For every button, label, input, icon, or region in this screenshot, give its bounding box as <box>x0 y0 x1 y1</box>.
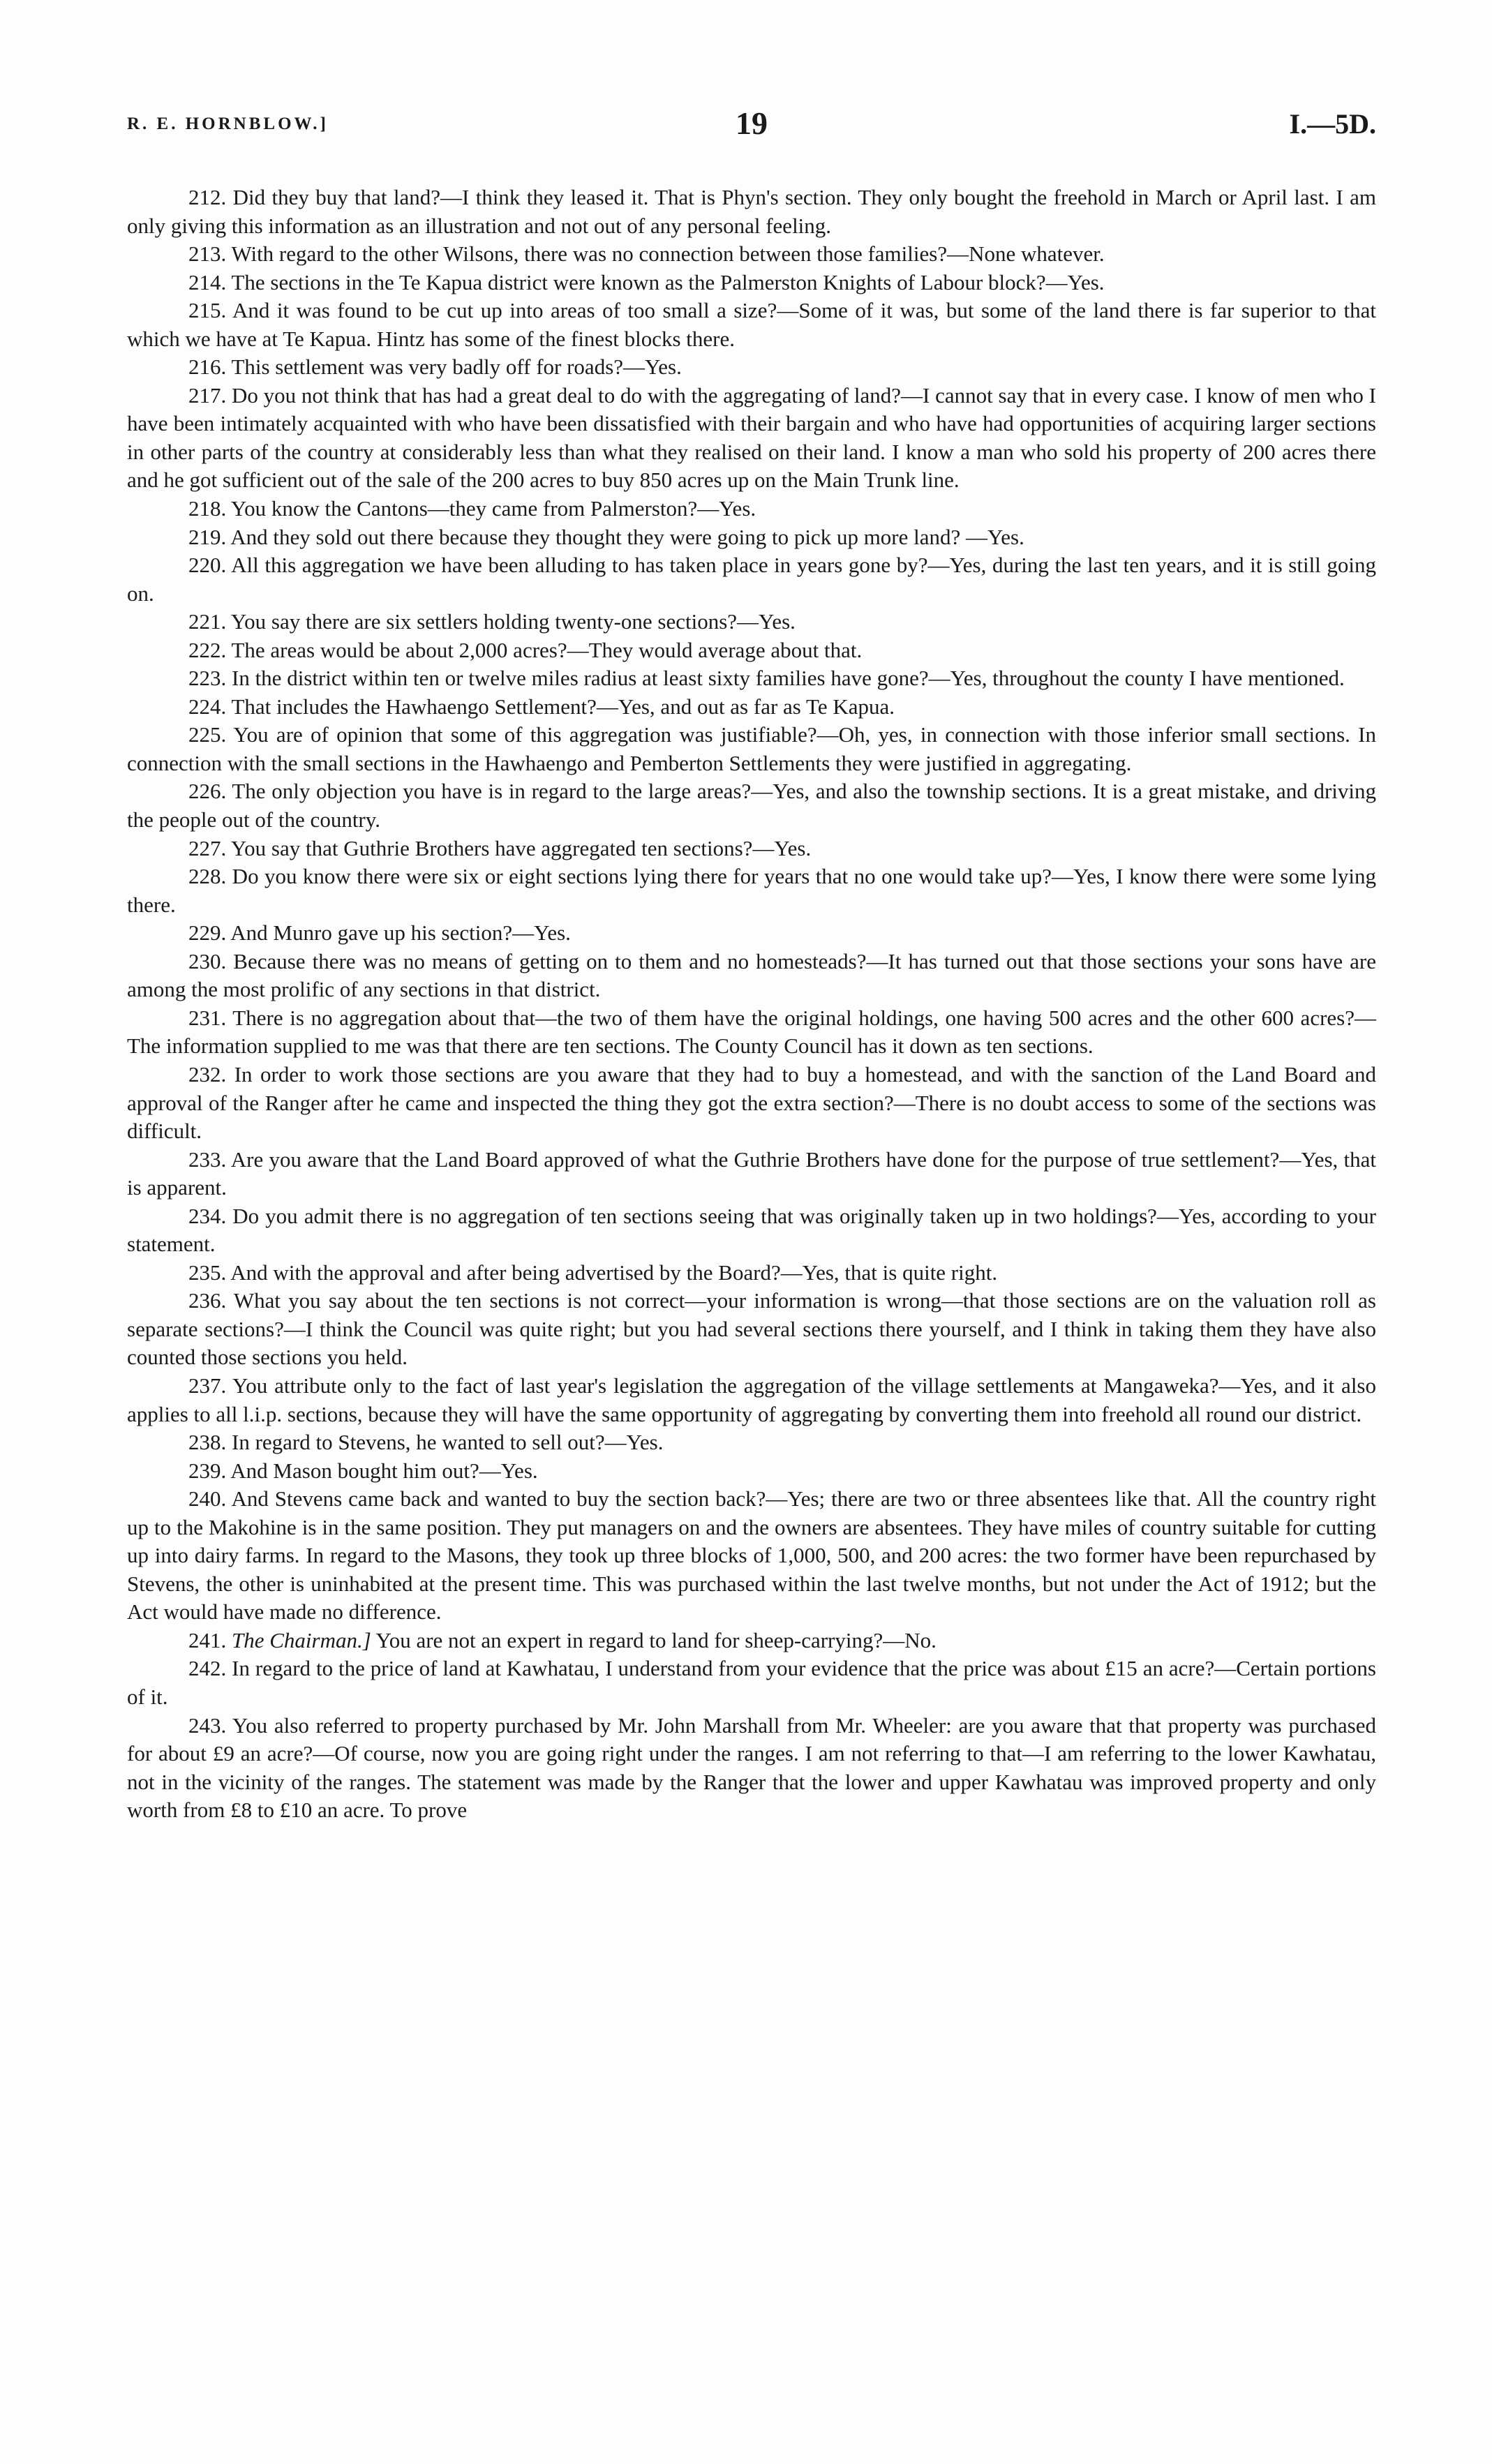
paper-reference: I.—5D. <box>1289 108 1376 140</box>
paragraph-237: 237. You attribute only to the fact of last year's legislation the aggregation of the village settlements at Mangaweka?—Yes, and it also applies to all l.i.p. sections, because they will have the same opportunity of aggregating by converting them into freehold all round our district. <box>127 1373 1376 1426</box>
paragraph-214: 214. The sections in the Te Kapua district were known as the Palmerston Knights of Labour block?—Yes. <box>188 269 1105 294</box>
paragraph-242: 242. In regard to the price of land at Kawhatau, I understand from your evidence that the price was about £15 an acre?—Certain portions of it. <box>127 1656 1376 1709</box>
paragraph-218: 218. You know the Cantons—they came from Palmerston?—Yes. <box>188 496 756 521</box>
speaker-label: The Chairman.] <box>232 1627 371 1652</box>
paragraph-243: 243. You also referred to property purchased by Mr. John Marshall from Mr. Wheeler: are you aware that that property was purchased for about £9 an acre?—Of course, now you are going right under the ranges. I am not referring to that—I am referring to the lower Kawhatau, not in the vicinity of the ranges. The statement was made by the Ranger that the lower and upper Kawhatau was improved property and only worth from £8 to £10 an acre. To prove <box>127 1712 1376 1823</box>
paragraph-223: 223. In the district within ten or twelve miles radius at least sixty families have gone?—Yes, throughout the county I have mentioned. <box>188 666 1345 691</box>
paragraph-220: 220. All this aggregation we have been alluding to has taken place in years gone by?—Yes, during the last ten years, and it is still going on. <box>127 553 1376 606</box>
paragraph-231: 231. There is no aggregation about that—the two of them have the original holdings, one having 500 acres and the other 600 acres?—The information supplied to me was that there are ten sections. The County Council has it down as ten sections. <box>127 1005 1376 1059</box>
paragraph-240: 240. And Stevens came back and wanted to buy the section back?—Yes; there are two or three absentees like that. All the country right up to the Makohine is in the same position. They put managers on and the owners are absentees. They have miles of country suitable for cutting up into dairy farms. In regard to the Masons, they took up three blocks of 1,000, 500, and 200 acres: the two former have been repurchased by Stevens, the other is uninhabited at the present time. This was purchased within the last twelve months, but not under the Act of 1912; but the Act would have made no difference. <box>127 1486 1376 1625</box>
paragraph-226: 226. The only objection you have is in regard to the large areas?—Yes, and also the township sections. It is a great mistake, and driving the people out of the country. <box>127 779 1376 832</box>
paragraph-235: 235. And with the approval and after being advertised by the Board?—Yes, that is quite right. <box>188 1260 998 1285</box>
paragraph-236: 236. What you say about the ten sections is not correct—your information is wrong—that those sections are on the valuation roll as separate sections?—I think the Council was quite right; but you had several sections there yourself, and I think in taking them they have also counted those sections you held. <box>127 1288 1376 1370</box>
paragraph-222: 222. The areas would be about 2,000 acres?—They would average about that. <box>188 637 863 662</box>
paragraph-241-text: You are not an expert in regard to land for sheep-carrying?—No. <box>375 1627 937 1652</box>
paragraph-228: 228. Do you know there were six or eight sections lying there for years that no one would take up?—Yes, I know there were some lying there. <box>127 864 1376 917</box>
paragraph-216: 216. This settlement was very badly off for roads?—Yes. <box>188 354 682 380</box>
paragraph-239: 239. And Mason bought him out?—Yes. <box>188 1458 538 1483</box>
paragraph-224: 224. That includes the Hawhaengo Settlement?—Yes, and out as far as Te Kapua. <box>188 694 895 719</box>
witness-name: R. E. HORNBLOW.] <box>127 114 329 133</box>
paragraph-219: 219. And they sold out there because they thought they were going to pick up more land? —Yes. <box>188 524 1024 549</box>
page-header <box>127 105 1376 147</box>
page-number: 19 <box>736 105 768 141</box>
paragraph-241: 241. The Chairman.] You are not an expert in regard to land for sheep-carrying?—No. <box>188 1627 937 1652</box>
paragraph-234: 234. Do you admit there is no aggregation of ten sections seeing that was originally taken up in two holdings?—Yes, according to your statement. <box>127 1203 1376 1257</box>
paragraph-212: 212. Did they buy that land?—I think they leased it. That is Phyn's section. They only bought the freehold in March or April last. I am only giving this information as an illustration and not out of any personal feeling. <box>127 185 1376 238</box>
paragraph-225: 225. You are of opinion that some of this aggregation was justifiable?—Oh, yes, in connection with those inferior small sections. In connection with the small sections in the Hawhaengo and Pemberton Settlements they were justified in aggregating. <box>127 722 1376 775</box>
paragraph-227: 227. You say that Guthrie Brothers have aggregated ten sections?—Yes. <box>188 835 812 860</box>
paragraph-215: 215. And it was found to be cut up into areas of too small a size?—Some of it was, but some of the land there is far superior to that which we have at Te Kapua. Hintz has some of the finest blocks there. <box>127 298 1376 351</box>
paragraph-229: 229. And Munro gave up his section?—Yes. <box>188 920 571 946</box>
paragraph-233: 233. Are you aware that the Land Board approved of what the Guthrie Brothers have done for the purpose of true settlement?—Yes, that is apparent. <box>127 1147 1376 1200</box>
paragraph-221: 221. You say there are six settlers holding twenty-one sections?—Yes. <box>188 609 796 634</box>
evidence-text <box>127 184 1376 1825</box>
paragraph-213: 213. With regard to the other Wilsons, there was no connection between those families?—None whatever. <box>188 241 1105 267</box>
paragraph-217: 217. Do you not think that has had a great deal to do with the aggregating of land?—I cannot say that in every case. I know of men who I have been intimately acquainted with who have been dissatisfied with their bargain and who have had opportunities of acquiring larger sections in other parts of the country at considerably less than what they realised on their land. I know a man who sold his property of 200 acres there and he got sufficient out of the sale of the 200 acres to buy 850 acres up on the Main Trunk line. <box>127 382 1376 493</box>
paragraph-230: 230. Because there was no means of getting on to them and no homesteads?—It has turned out that those sections your sons have are among the most prolific of any sections in that district. <box>127 948 1376 1002</box>
paragraph-238: 238. In regard to Stevens, he wanted to sell out?—Yes. <box>188 1430 664 1455</box>
paragraph-232: 232. In order to work those sections are you aware that they had to buy a homestead, and with the sanction of the Land Board and approval of the Ranger after he came and inspected the thing they got the extra section?—There is no doubt access to some of the sections was difficult. <box>127 1061 1376 1144</box>
